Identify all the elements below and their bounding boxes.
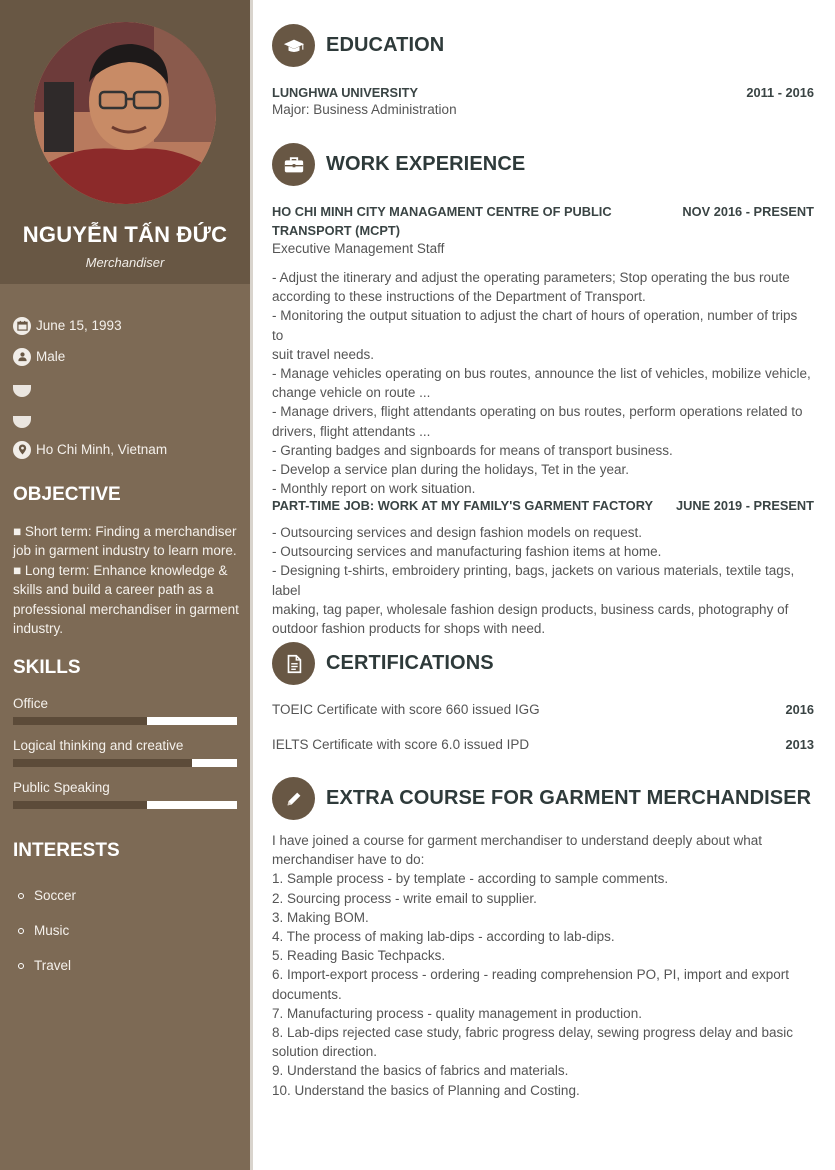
interest-label: Music <box>34 923 70 938</box>
course-line: 8. Lab-dips rejected case study, fabric progress delay, sewing progress delay and basic <box>272 1025 794 1041</box>
skill-fill <box>13 801 147 809</box>
work-section-header <box>272 143 525 186</box>
certification-year: 2016 <box>785 702 814 717</box>
profile-header <box>0 0 250 284</box>
job-desc-line: - Granting badges and signboards for means of transport business. <box>272 442 673 458</box>
objective-line: skills and build a career path as a <box>13 582 214 598</box>
interests-list <box>18 878 76 983</box>
phone-icon <box>13 385 31 397</box>
course-line: 6. Import-export process - ordering - reading comprehension PO, PI, import and export <box>272 967 789 983</box>
job-date: NOV 2016 - PRESENT <box>682 204 814 219</box>
skill-bar <box>13 717 237 725</box>
job-desc-line: - Monitoring the output situation to adjust the chart of hours of operation, number of trips to <box>272 308 798 343</box>
briefcase-icon <box>272 143 315 186</box>
birthday-value: June 15, 1993 <box>36 318 122 333</box>
email-icon <box>13 416 31 428</box>
school-name: LUNGHWA UNIVERSITY <box>272 85 418 100</box>
objective-line: ■ Short term: Finding a merchandiser <box>13 524 237 539</box>
gender-row <box>13 341 243 372</box>
skill-label: Public Speaking <box>13 780 110 795</box>
job-desc-line: outdoor fashion products for shops with need. <box>272 621 546 637</box>
course-line: documents. <box>272 986 342 1002</box>
course-line: 2. Sourcing process - write email to supplier. <box>272 890 537 906</box>
course-line: 1. Sample process - by template - according to sample comments. <box>272 871 669 887</box>
contact-info <box>13 310 243 465</box>
interest-item <box>18 948 76 983</box>
sidebar-divider <box>250 0 253 1170</box>
course-line: 5. Reading Basic Techpacks. <box>272 948 446 964</box>
job-description <box>272 523 812 638</box>
education-section-header <box>272 24 444 67</box>
objective-text <box>13 522 239 638</box>
certification-name: TOEIC Certificate with score 660 issued IGG <box>272 702 540 717</box>
course-line: solution direction. <box>272 1044 378 1060</box>
avatar-photo <box>34 22 216 204</box>
sidebar <box>0 0 250 1170</box>
education-entry <box>272 83 814 102</box>
job-company: PART-TIME JOB: WORK AT MY FAMILY'S GARMENT FACTORY <box>272 498 654 513</box>
person-icon <box>13 348 31 366</box>
course-line: 7. Manufacturing process - quality management in production. <box>272 1005 642 1021</box>
job-entry <box>272 496 814 515</box>
birthday-row <box>13 310 243 341</box>
person-title: Merchandiser <box>85 255 165 270</box>
objective-line: job in garment industry to learn more. <box>13 543 237 559</box>
job-desc-line: - Adjust the itinerary and adjust the operating parameters; Stop operating the bus route <box>272 270 790 285</box>
job-desc-line: - Outsourcing services and manufacturing fashion items at home. <box>272 544 662 560</box>
course-line: 10. Understand the basics of Planning and Costing. <box>272 1082 580 1098</box>
job-desc-line: according to these instructions of the Department of Transport. <box>272 289 646 305</box>
course-line: 9. Understand the basics of fabrics and materials. <box>272 1063 569 1079</box>
hidden-contact-row <box>13 372 243 403</box>
skill-fill <box>13 759 192 767</box>
course-line: 4. The process of making lab-dips - according to lab-dips. <box>272 929 615 945</box>
person-name: NGUYỄN TẤN ĐỨC <box>22 222 228 247</box>
job-company-line: TRANSPORT (MCPT) <box>272 223 400 238</box>
skill-bar <box>13 801 237 809</box>
job-date: JUNE 2019 - PRESENT <box>676 498 814 513</box>
interests-heading: INTERESTS <box>13 840 120 861</box>
job-desc-line: making, tag paper, wholesale fashion design products, business cards, photography of <box>272 601 789 617</box>
objective-heading: OBJECTIVE <box>13 484 121 505</box>
bullet-icon <box>18 893 24 899</box>
work-heading: WORK EXPERIENCE <box>326 153 526 175</box>
map-pin-icon <box>13 441 31 459</box>
location-row <box>13 434 243 465</box>
location-value: Ho Chi Minh, Vietnam <box>36 442 168 457</box>
pencil-icon <box>272 777 315 820</box>
hidden-contact-row <box>13 403 243 434</box>
skill-label: Office <box>13 696 49 711</box>
certification-item <box>272 702 814 717</box>
interest-item <box>18 878 76 913</box>
skill-item <box>13 780 237 809</box>
job-desc-line: change vehicle on route ... <box>272 385 431 401</box>
job-desc-line: drivers, flight attendants ... <box>272 423 431 439</box>
objective-line: industry. <box>13 621 64 637</box>
bullet-icon <box>18 963 24 969</box>
extra-course-section-header <box>272 777 811 820</box>
extra-course-text <box>272 831 812 1100</box>
graduation-cap-icon <box>272 24 315 67</box>
skill-label: Logical thinking and creative <box>13 738 184 753</box>
course-line: 3. Making BOM. <box>272 909 369 925</box>
objective-line: ■ Long term: Enhance knowledge & <box>13 562 228 578</box>
education-years: 2011 - 2016 <box>746 85 814 100</box>
job-desc-line: - Designing t-shirts, embroidery printing, bags, jackets on various materials, textile tags, label <box>272 563 795 598</box>
certification-name: IELTS Certificate with score 6.0 issued IPD <box>272 737 530 752</box>
job-desc-line: - Manage vehicles operating on bus routes, announce the list of vehicles, mobilize vehicle, <box>272 366 811 382</box>
job-entry <box>272 202 814 240</box>
job-description <box>272 268 812 498</box>
job-company-line: HO CHI MINH CITY MANAGAMENT CENTRE OF PUBLIC <box>272 204 612 219</box>
skill-item <box>13 696 237 725</box>
skill-bar <box>13 759 237 767</box>
gender-value: Male <box>36 349 66 364</box>
skill-fill <box>13 717 147 725</box>
skills-heading: SKILLS <box>13 657 81 678</box>
education-heading: EDUCATION <box>326 34 445 56</box>
interest-item <box>18 913 76 948</box>
extra-course-heading: EXTRA COURSE FOR GARMENT MERCHANDISER <box>326 787 812 809</box>
course-line: merchandiser have to do: <box>272 852 425 868</box>
job-company <box>272 202 612 240</box>
job-desc-line: - Manage drivers, flight attendants operating on bus routes, perform operations related to <box>272 404 803 420</box>
job-desc-line: - Develop a service plan during the holidays, Tet in the year. <box>272 462 629 478</box>
education-major: Major: Business Administration <box>272 102 457 117</box>
skill-item <box>13 738 237 767</box>
bullet-icon <box>18 928 24 934</box>
avatar <box>34 22 216 204</box>
certifications-section-header <box>272 642 494 685</box>
certifications-heading: CERTIFICATIONS <box>326 652 494 674</box>
job-desc-line: - Monthly report on work situation. <box>272 481 476 497</box>
job-desc-line: suit travel needs. <box>272 346 375 362</box>
job-desc-line: - Outsourcing services and design fashion models on request. <box>272 525 642 540</box>
certification-year: 2013 <box>785 737 814 752</box>
certification-item <box>272 737 814 752</box>
job-position: Executive Management Staff <box>272 241 445 256</box>
interest-label: Travel <box>34 958 72 973</box>
interest-label: Soccer <box>34 888 77 903</box>
course-line: I have joined a course for garment merchandiser to understand deeply about what <box>272 833 763 848</box>
objective-line: professional merchandiser in garment <box>13 601 239 617</box>
calendar-icon <box>13 317 31 335</box>
document-icon <box>272 642 315 685</box>
